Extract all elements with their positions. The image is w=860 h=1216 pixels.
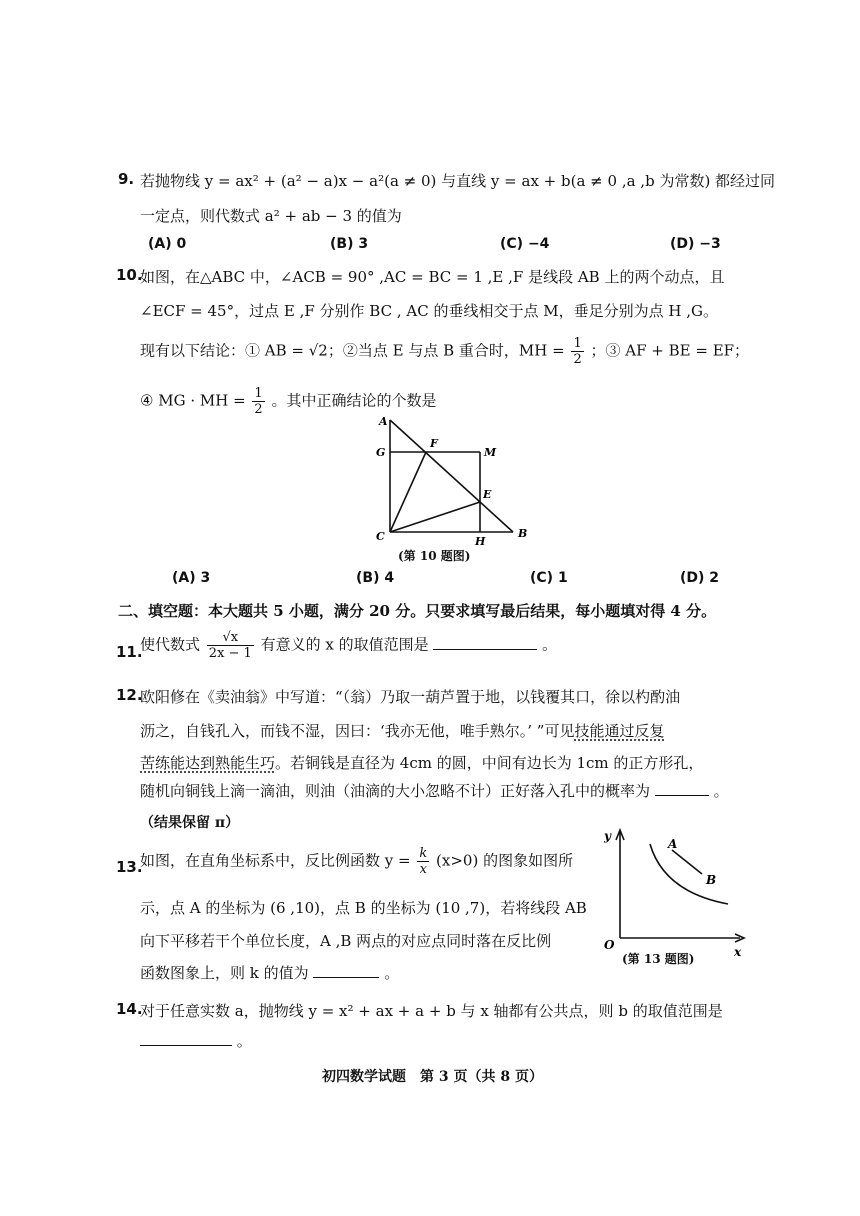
q10-option-d: (D) 2	[680, 570, 720, 586]
q10-fraction2-numerator: 1	[254, 386, 263, 401]
q12-line4-text: 随机向铜钱上滴一滴油，则油（油滴的大小忽略不计）正好落入孔中的概率为	[140, 782, 651, 800]
q11-fraction-denominator: 2x − 1	[208, 646, 252, 661]
q13-line4-text: 函数图象上，则 k 的值为	[140, 964, 309, 982]
q10-figure	[370, 412, 530, 562]
q10-line3-end: ；③ AF + BE = EF；	[590, 341, 750, 360]
label-b: B	[518, 527, 528, 540]
q14-end: 。	[236, 1032, 252, 1050]
segment-ab	[390, 420, 513, 532]
label-m: M	[484, 446, 497, 459]
q10-option-c: (C) 1	[530, 570, 568, 586]
q10-line3	[140, 336, 749, 367]
q13-line1	[140, 846, 573, 877]
q9-option-c: (C) −4	[500, 236, 550, 252]
segment-ce	[390, 502, 480, 532]
q9-line1: 若抛物线 y = ax² + (a² − a)x − a²(a ≠ 0) 与直线 y = ax + b(a ≠ 0 ,a ,b 为常数) 都经过同	[140, 172, 776, 190]
q13-fraction-denominator: x	[419, 862, 427, 877]
q13-line4	[140, 962, 399, 983]
q12-line4-end: 。	[713, 782, 729, 800]
segment-cf	[390, 452, 426, 532]
label-o: O	[604, 938, 615, 952]
q11-number: 11.	[116, 643, 143, 661]
q12-line1: 欧阳修在《卖油翁》中写道：“（翁）乃取一葫芦置于地，以钱覆其口，徐以杓酌油	[140, 688, 681, 706]
q10-line2: ∠ECF = 45°，过点 E ,F 分别作 BC , AC 的垂线相交于点 M，垂足分别为点 H ,G。	[140, 302, 718, 320]
q12-line3	[140, 752, 703, 773]
q11-fraction-numerator: √x	[207, 630, 254, 646]
q13-line3: 向下平移若干个单位长度，A ,B 两点的对应点同时落在反比例	[140, 932, 552, 950]
label-x: x	[734, 945, 742, 959]
q12-line2-emphasis: 技能通过反复	[574, 722, 665, 740]
q10-number: 10.	[116, 266, 143, 284]
label-y: y	[604, 829, 611, 843]
q13-fraction-numerator: k	[419, 846, 428, 861]
q12-answer-blank[interactable]	[655, 781, 709, 796]
q11-end: 。	[542, 635, 558, 654]
q12-line3-emphasis: 苦练能达到熟能生巧	[140, 754, 276, 772]
label-h: H	[475, 535, 486, 548]
q11-prefix: 使代数式	[140, 635, 201, 654]
q10-line4-start: ④ MG · MH =	[140, 391, 246, 410]
q13-line4-end: 。	[384, 964, 400, 982]
label-f: F	[430, 437, 438, 450]
label-e: E	[483, 488, 492, 501]
q13-line1-end: (x>0) 的图象如图所	[436, 851, 574, 870]
q10-fraction2-denominator: 2	[254, 402, 263, 417]
q10-line4-end: 。其中正确结论的个数是	[271, 391, 437, 410]
q14-line2	[140, 1030, 252, 1051]
q14-line1: 对于任意实数 a，抛物线 y = x² + ax + a + b 与 x 轴都有公共点，则 b 的取值范围是	[140, 1002, 723, 1020]
q11-suffix: 有意义的 x 的取值范围是	[260, 635, 429, 654]
q11-line	[140, 630, 557, 661]
q11-answer-blank[interactable]	[433, 635, 537, 650]
q13-line2: 示，点 A 的坐标为 (6 ,10)，点 B 的坐标为 (10 ,7)，若将线段 AB	[140, 899, 587, 917]
q9-number: 9.	[118, 170, 135, 188]
q9-option-d: (D) −3	[670, 236, 721, 252]
q12-note: （结果保留 π）	[140, 815, 240, 831]
q12-line3-end: 。若铜钱是直径为 4cm 的圆，中间有边长为 1cm 的正方形孔，	[275, 754, 704, 772]
segment-ab	[672, 850, 702, 874]
q12-line2-start: 沥之，自钱孔入，而钱不湿，因曰：‘我亦无他，唯手熟尔。’ ”可见	[140, 722, 575, 740]
label-g: G	[376, 446, 386, 459]
q10-fraction-numerator: 1	[573, 336, 582, 351]
q12-line4	[140, 780, 729, 801]
label-c: C	[376, 530, 385, 543]
label-b-13: B	[706, 873, 717, 887]
q9-option-b: (B) 3	[330, 236, 369, 252]
q10-line1: 如图，在△ABC 中，∠ACB = 90° ,AC = BC = 1 ,E ,F 是线段 AB 上的两个动点，且	[140, 268, 725, 286]
q9-option-a: (A) 0	[148, 236, 187, 252]
hyperbola-curve	[650, 844, 728, 904]
q10-line3-start: 现有以下结论：① AB = √2；②当点 E 与点 B 重合时，MH =	[140, 341, 565, 360]
q13-caption: (第 13 题图)	[622, 952, 695, 966]
q14-number: 14.	[116, 1000, 143, 1018]
q12-number: 12.	[116, 686, 143, 704]
q10-fraction-denominator: 2	[573, 352, 582, 367]
q10-option-a: (A) 3	[172, 570, 211, 586]
q13-figure	[598, 826, 748, 962]
q13-fraction	[417, 846, 429, 877]
q13-number: 13.	[116, 858, 143, 876]
q12-line2	[140, 720, 665, 741]
q10-caption: (第 10 题图)	[398, 549, 471, 563]
q13-line1-start: 如图，在直角坐标系中，反比例函数 y =	[140, 851, 411, 870]
q13-answer-blank[interactable]	[313, 963, 379, 978]
q9-line2: 一定点，则代数式 a² + ab − 3 的值为	[140, 207, 402, 225]
q10-fraction-half-2	[252, 386, 264, 417]
q10-fraction-half	[571, 336, 583, 367]
label-a: A	[379, 415, 388, 428]
q11-fraction	[207, 630, 254, 661]
q10-option-b: (B) 4	[356, 570, 395, 586]
section-2-heading: 二、填空题：本大题共 5 小题，满分 20 分。只要求填写最后结果，每小题填对得 4 分。	[118, 602, 717, 620]
q14-answer-blank[interactable]	[140, 1031, 232, 1046]
page-footer: 初四数学试题 第 3 页（共 8 页）	[322, 1069, 543, 1085]
label-a-13: A	[668, 837, 678, 851]
